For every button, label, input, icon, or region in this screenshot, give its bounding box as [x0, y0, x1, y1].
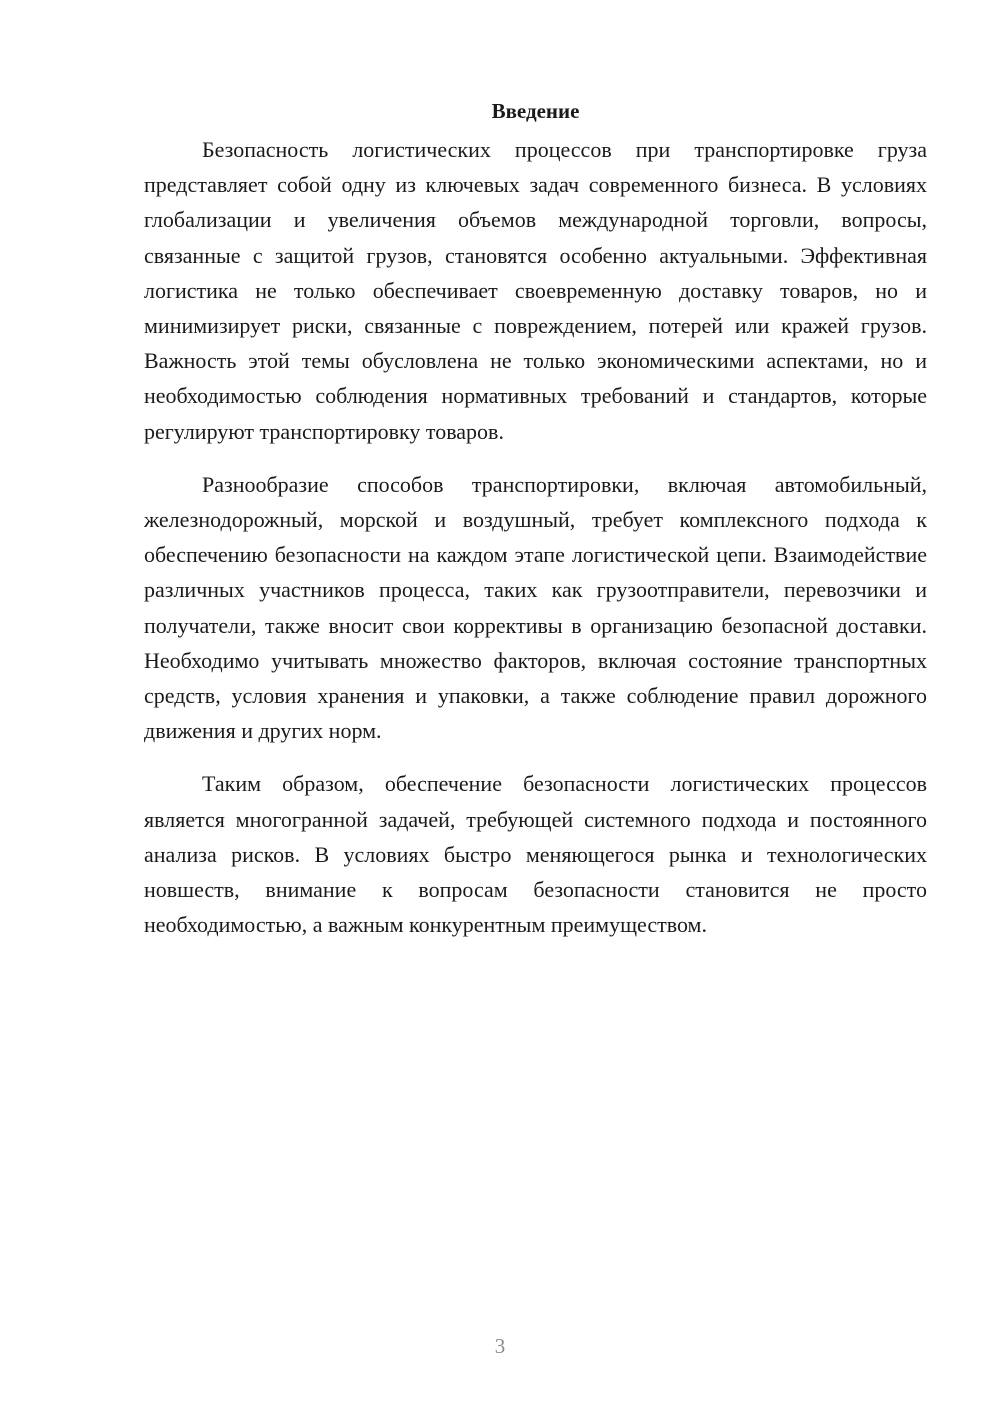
paragraph-2: Разнообразие способов транспортировки, включая автомобильный, железнодорожный, морской и воздушный, требует комплексного подхода к обеспечению безопасности на каждом этапе логистической цепи. Взаимодействие различных участников процесса, таких как грузоотправители, перевозчики и получатели, также вносит свои коррективы в организацию безопасной доставки. Необходимо учитывать множество факторов, включая состояние транспортных средств, условия хранения и упаковки, а также соблюдение правил дорожного движения и других норм. [144, 471, 927, 744]
page-content [144, 96, 927, 960]
paragraph-3: Таким образом, обеспечение безопасности логистических процессов является многогранной задачей, требующей системного подхода и постоянного анализа рисков. В условиях быстро меняющегося рынка и технологических новшеств, внимание к вопросам безопасности становится не просто необходимостью, а важным конкурентным преимуществом. [144, 771, 927, 938]
section-title: Введение [491, 99, 580, 123]
page-number: 3 [494, 1334, 506, 1358]
paragraph-1: Безопасность логистических процессов при транспортировке груза представляет собой одну из ключевых задач современного бизнеса. В условиях глобализации и увеличения объемов международной торговли, вопросы, связанные с защитой грузов, становятся особенно актуальными. Эффективная логистика не только обеспечивает своевременную доставку товаров, но и минимизирует риски, связанные с повреждением, потерей или кражей грузов. Важность этой темы обусловлена не только экономическими аспектами, но и необходимостью соблюдения нормативных требований и стандартов, которые регулируют транспортировку товаров. [144, 137, 927, 444]
